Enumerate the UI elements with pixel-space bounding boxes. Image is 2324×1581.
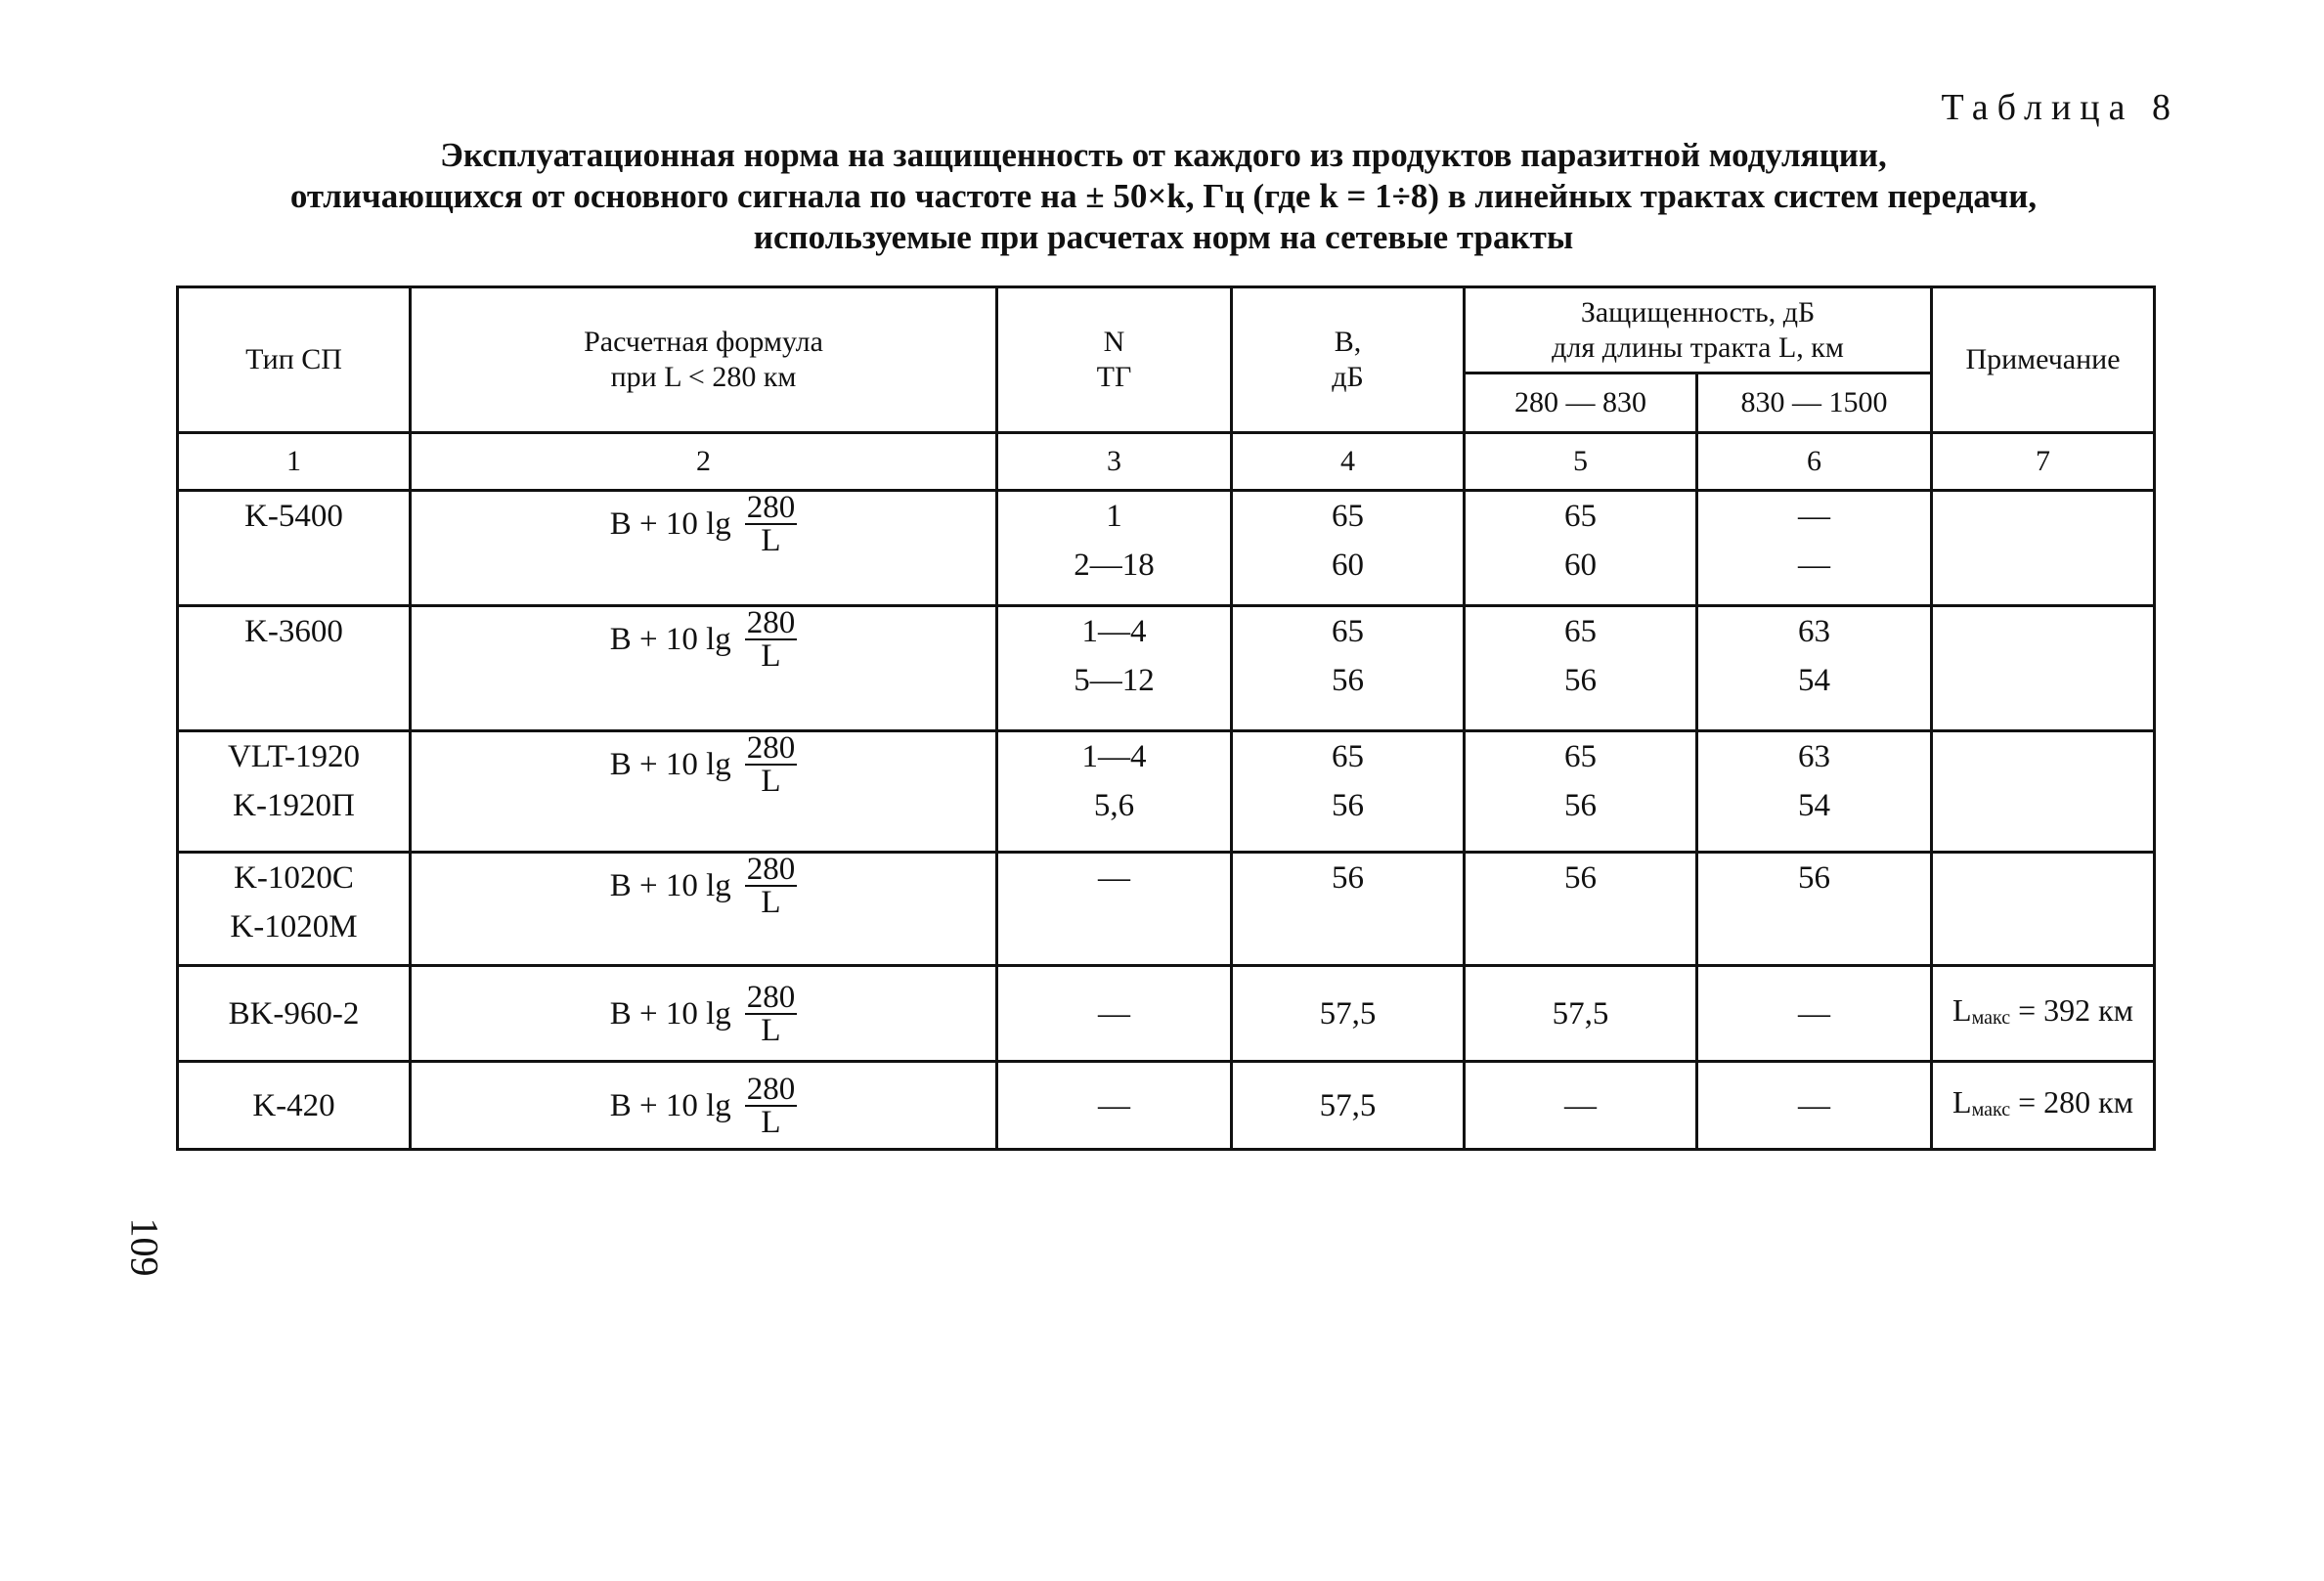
cell-note (1932, 731, 2155, 853)
formula (610, 732, 798, 797)
cell-protection-1 (1465, 606, 1697, 731)
col-number-6: 6 (1697, 433, 1932, 491)
cell-formula (411, 606, 997, 731)
title-line-2: отличающихся от основного сигнала по частоте на ± 50×k, Гц (где k = 1÷8) в линейных трактах систем передачи, (289, 177, 2038, 215)
table-title (176, 135, 2151, 258)
cell-type-value: K-1920П (233, 788, 355, 823)
cell-type-value: BK-960-2 (228, 995, 360, 1032)
formula-fraction (745, 979, 798, 1048)
cell-type (178, 1062, 411, 1150)
header-protection: Защищенность, дБ для длины тракта L, км (1465, 287, 1932, 373)
cell-note (1932, 1062, 2155, 1150)
col-number-5: 5 (1465, 433, 1697, 491)
formula-numerator: 280 (746, 730, 796, 766)
formula-denominator: L (761, 523, 781, 558)
cell-type-value: K-1020С (234, 860, 354, 896)
cell-protection-1-value: 56 (1564, 788, 1597, 823)
cell-protection-2-value: — (1798, 995, 1830, 1032)
cell-protection-2-value: 63 (1798, 739, 1830, 774)
cell-note (1932, 491, 2155, 606)
formula-prefix: B + 10 lg (609, 622, 731, 657)
cell-n (997, 853, 1232, 966)
table-row (178, 1062, 2155, 1150)
formula-denominator: L (761, 764, 781, 799)
cell-protection-1-value: 56 (1564, 663, 1597, 698)
cell-b-value: 65 (1332, 739, 1364, 774)
cell-b (1232, 491, 1465, 606)
cell-protection-2 (1697, 731, 1932, 853)
col-number-2: 2 (411, 433, 997, 491)
formula-numerator: 280 (746, 852, 796, 887)
cell-protection-2 (1697, 1062, 1932, 1150)
formula-numerator: 280 (746, 605, 796, 640)
cell-type (178, 491, 411, 606)
formula-prefix: B + 10 lg (609, 1087, 731, 1123)
formula-fraction (745, 1071, 798, 1140)
cell-type-value: K-5400 (244, 499, 343, 534)
title-line-1: Эксплуатационная норма на защищенность от каждого из продуктов паразитной модуляции, (440, 136, 1887, 174)
cell-n (997, 731, 1232, 853)
header-range-2: 830 — 1500 (1697, 373, 1932, 433)
cell-protection-1 (1465, 853, 1697, 966)
cell-formula (411, 853, 997, 966)
cell-n-value: 5,6 (1093, 788, 1135, 823)
cell-protection-2-value: 63 (1798, 614, 1830, 649)
cell-type-value: K-3600 (244, 614, 343, 649)
cell-b (1232, 731, 1465, 853)
cell-protection-2-value: 54 (1798, 663, 1830, 698)
cell-n-value: — (1098, 1087, 1130, 1123)
cell-protection-2-value: — (1798, 1087, 1830, 1123)
cell-protection-2 (1697, 491, 1932, 606)
note-text: Lмакс = 392 км (1952, 991, 2133, 1029)
header-type: Тип СП (178, 287, 411, 433)
cell-type-value: K-1020М (230, 909, 358, 944)
table-row (178, 606, 2155, 731)
cell-b-value: 65 (1332, 614, 1364, 649)
col-number-4: 4 (1232, 433, 1465, 491)
formula-fraction (745, 607, 798, 672)
formula (609, 1071, 798, 1140)
table-label: Таблица 8 (1941, 87, 2179, 128)
header-note: Примечание (1932, 287, 2155, 433)
formula-prefix: B + 10 lg (609, 747, 731, 782)
col-number-1: 1 (178, 433, 411, 491)
cell-formula (411, 491, 997, 606)
cell-b-value: 60 (1332, 548, 1364, 583)
page-number: 109 (122, 1217, 167, 1277)
note-text: Lмакс = 280 км (1952, 1083, 2133, 1120)
cell-n-value: 1 (1106, 499, 1122, 534)
cell-protection-1 (1465, 731, 1697, 853)
formula (610, 854, 798, 918)
cell-b-value: 57,5 (1319, 1087, 1377, 1123)
table-row (178, 966, 2155, 1062)
cell-protection-1-value: 65 (1564, 739, 1597, 774)
cell-n (997, 1062, 1232, 1150)
cell-note (1932, 853, 2155, 966)
cell-n-value: 1—4 (1081, 614, 1147, 649)
cell-b-value: 56 (1332, 663, 1364, 698)
formula (610, 607, 798, 672)
header-n: N ТГ (997, 287, 1232, 433)
header-b: B, дБ (1232, 287, 1465, 433)
cell-n-value: 5—12 (1074, 663, 1155, 698)
formula (610, 492, 798, 556)
formula-numerator: 280 (746, 979, 796, 1015)
cell-protection-1-value: — (1564, 1087, 1597, 1123)
formula-denominator: L (761, 638, 781, 674)
cell-type-value: K-420 (252, 1087, 335, 1123)
formula-denominator: L (761, 885, 781, 920)
cell-protection-2 (1697, 966, 1932, 1062)
cell-b (1232, 1062, 1465, 1150)
table-row (178, 731, 2155, 853)
formula-fraction (745, 732, 798, 797)
cell-note (1932, 966, 2155, 1062)
cell-n-value: — (1098, 995, 1130, 1032)
cell-b (1232, 606, 1465, 731)
table-body (178, 491, 2155, 1150)
cell-protection-2-value: — (1798, 548, 1830, 583)
cell-b (1232, 966, 1465, 1062)
header-range-1: 280 — 830 (1465, 373, 1697, 433)
cell-n-value: 1—4 (1081, 739, 1147, 774)
formula-numerator: 280 (746, 490, 796, 525)
cell-type-value: VLT-1920 (227, 739, 361, 774)
cell-b-value: 57,5 (1319, 995, 1377, 1032)
cell-protection-2 (1697, 606, 1932, 731)
cell-n-value: 2—18 (1074, 548, 1155, 583)
formula-denominator: L (761, 1104, 781, 1140)
cell-b (1232, 853, 1465, 966)
cell-n (997, 966, 1232, 1062)
cell-protection-1-value: 65 (1564, 499, 1597, 534)
cell-b-value: 65 (1332, 499, 1364, 534)
cell-formula (411, 731, 997, 853)
header-formula: Расчетная формула при L < 280 км (411, 287, 997, 433)
norms-table (176, 285, 2156, 1151)
cell-protection-2-value: — (1798, 499, 1830, 534)
cell-protection-2 (1697, 853, 1932, 966)
cell-b-value: 56 (1332, 860, 1364, 896)
cell-protection-1-value: 65 (1564, 614, 1597, 649)
formula-numerator: 280 (746, 1071, 796, 1107)
cell-protection-1-value: 57,5 (1552, 995, 1609, 1032)
cell-type (178, 966, 411, 1062)
formula-prefix: B + 10 lg (609, 995, 731, 1032)
table-row (178, 491, 2155, 606)
cell-protection-2-value: 56 (1798, 860, 1830, 896)
cell-n (997, 491, 1232, 606)
cell-type (178, 606, 411, 731)
cell-protection-1 (1465, 491, 1697, 606)
table-row (178, 853, 2155, 966)
cell-protection-1-value: 56 (1564, 860, 1597, 896)
formula-denominator: L (761, 1012, 781, 1048)
formula-prefix: B + 10 lg (609, 506, 731, 542)
formula-fraction (745, 854, 798, 918)
cell-formula (411, 1062, 997, 1150)
cell-protection-1 (1465, 1062, 1697, 1150)
cell-b-value: 56 (1332, 788, 1364, 823)
cell-protection-1-value: 60 (1564, 548, 1597, 583)
cell-protection-1 (1465, 966, 1697, 1062)
title-line-3: используемые при расчетах норм на сетевые тракты (753, 218, 1574, 256)
cell-formula (411, 966, 997, 1062)
cell-protection-2-value: 54 (1798, 788, 1830, 823)
cell-n (997, 606, 1232, 731)
cell-type (178, 731, 411, 853)
cell-note (1932, 606, 2155, 731)
formula-fraction (745, 492, 798, 556)
col-number-7: 7 (1932, 433, 2155, 491)
cell-type (178, 853, 411, 966)
formula (609, 979, 798, 1048)
formula-prefix: B + 10 lg (609, 868, 731, 903)
col-number-3: 3 (997, 433, 1232, 491)
cell-n-value: — (1098, 860, 1130, 896)
